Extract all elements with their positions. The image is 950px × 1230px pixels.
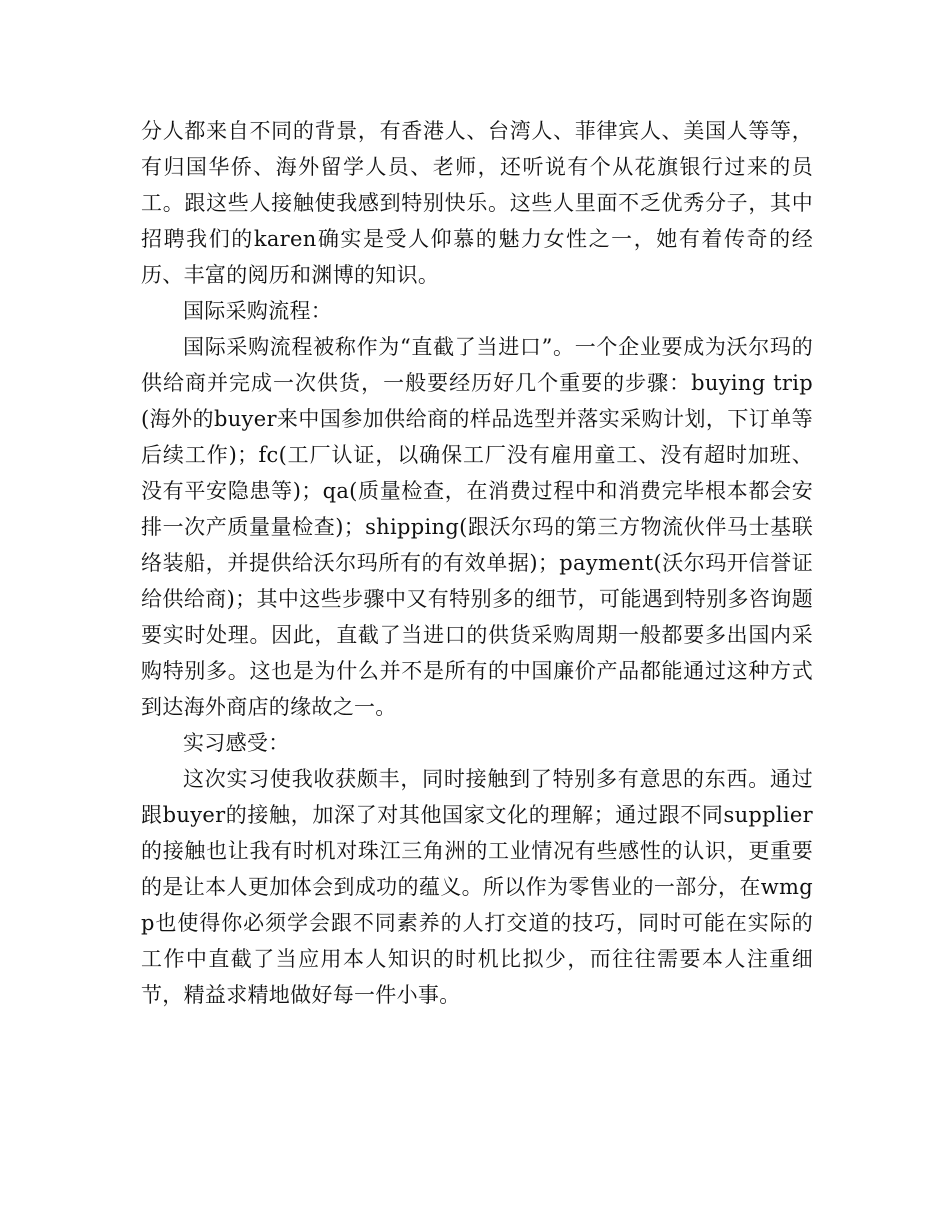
section-heading-reflection: 实习感受：	[183, 731, 290, 755]
paragraph-internship-reflection: 这次实习使我收获颇丰，同时接触到了特别多有意思的东西。通过跟buyer的接触，加深了对其他国家文化的理解；通过跟不同supplier的接触也让我有时机对珠江三角洲的工业情况有些感性的认识，更重要的是让本人更加体会到成功的蕴义。所以作为零售业的一部分，在wmgp也使得你必须学会跟不同素养的人打交道的技巧，同时可能在实际的工作中直截了当应用本人知识的时机比拟少，而往往需要本人注重细节，精益求精地做好每一件小事。	[141, 767, 813, 1007]
paragraph-background-intro: 分人都来自不同的背景，有香港人、台湾人、菲律宾人、美国人等等，有归国华侨、海外留学人员、老师，还听说有个从花旗银行过来的员工。跟这些人接触使我感到特别快乐。这些人里面不乏优秀分子，其中招聘我们的karen确实是受人仰慕的魅力女性之一，她有着传奇的经历、丰富的阅历和渊博的知识。	[141, 119, 813, 287]
paragraph-procurement-process: 国际采购流程被称作为“直截了当进口”。一个企业要成为沃尔玛的供给商并完成一次供货，一般要经历好几个重要的步骤：buying trip(海外的buyer来中国参加供给商的样品选型并落实采购计划，下订单等后续工作)；fc(工厂认证，以确保工厂没有雇用童工、没有超时加班、没有平安隐患等)；qa(质量检查，在消费过程中和消费完毕根本都会安排一次产质量量检查)；shipping(跟沃尔玛的第三方物流伙伴马士基联络装船，并提供给沃尔玛所有的有效单据)；payment(沃尔玛开信誉证给供给商)；其中这些步骤中又有特别多的细节，可能遇到特别多咨询题要实时处理。因此，直截了当进口的供货采购周期一般都要多出国内采购特别多。这也是为什么并不是所有的中国廉价产品都能通过这种方式到达海外商店的缘故之一。	[141, 335, 813, 719]
section-heading-procurement: 国际采购流程：	[183, 299, 333, 323]
document-body	[141, 113, 813, 1013]
